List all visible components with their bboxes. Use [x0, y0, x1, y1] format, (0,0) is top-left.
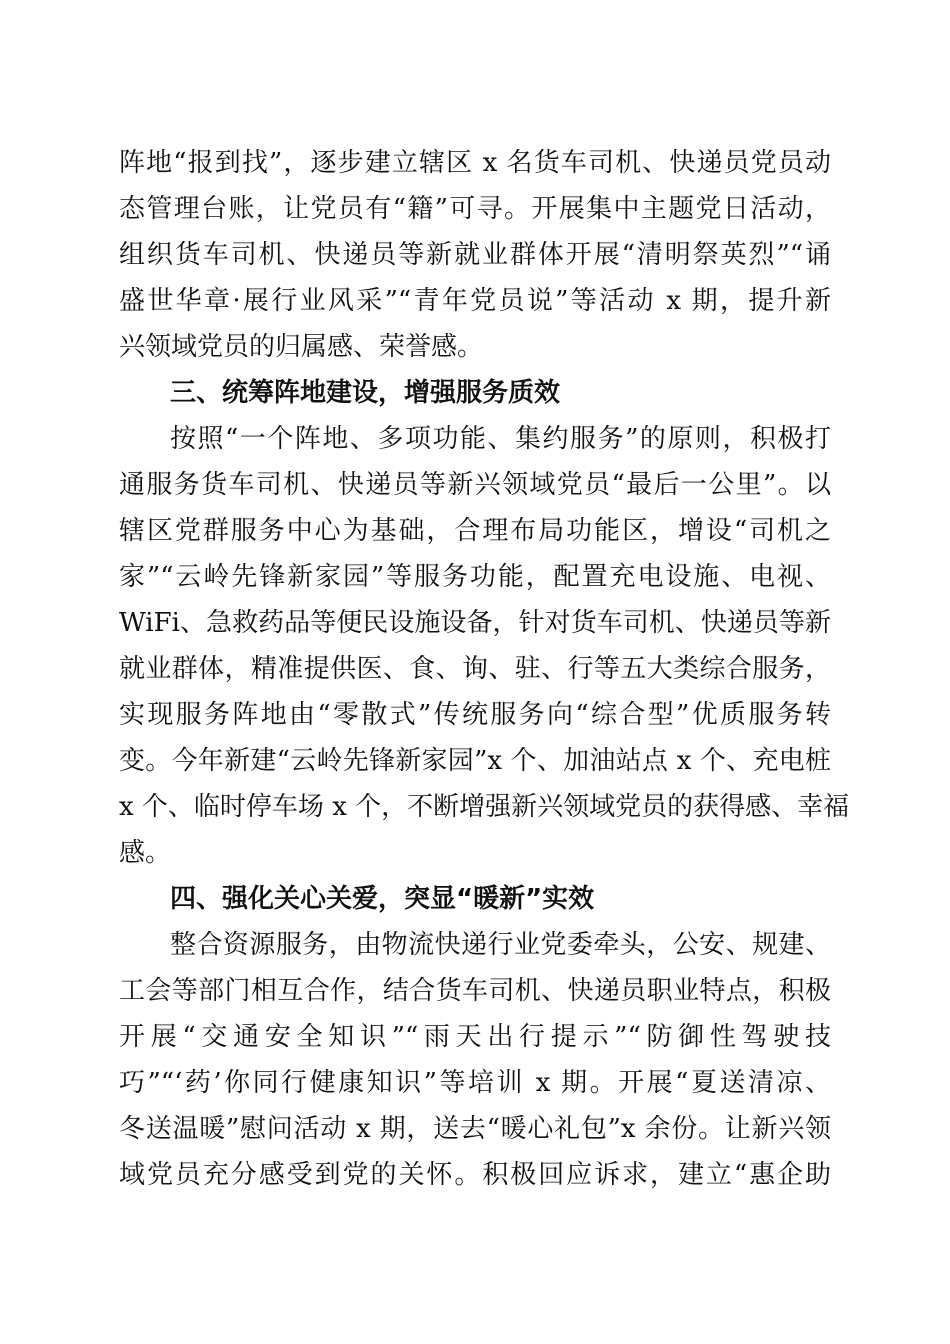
paragraph-3-line-8: 变。今年新建“云岭先锋新家园”x 个、加油站点 x 个、充电桩: [119, 746, 831, 776]
paragraph-4-line-4: 巧”“‘药’你同行健康知识”等培训 x 期。开展“夏送清凉、: [119, 1068, 831, 1098]
paragraph-3-line-3: 辖区党群服务中心为基础，合理布局功能区，增设“司机之: [119, 516, 831, 546]
section-heading-3: 三、统筹阵地建设，增强服务质效: [170, 378, 561, 408]
paragraph-3-line-1: 按照“一个阵地、多项功能、集约服务”的原则，积极打: [170, 424, 831, 454]
paragraph-1-line-5: 兴领域党员的归属感、荣誉感。: [119, 332, 484, 362]
paragraph-3-line-9: x 个、临时停车场 x 个，不断增强新兴领域党员的获得感、幸福: [119, 792, 850, 822]
paragraph-3-line-6: 就业群体，精准提供医、食、询、驻、行等五大类综合服务，: [119, 654, 831, 684]
paragraph-4-line-2: 工会等部门相互合作，结合货车司机、快递员职业特点，积极: [119, 976, 831, 1006]
section-heading-4: 四、强化关心关爱，突显“暖新”实效: [170, 884, 595, 914]
paragraph-4-line-6: 域党员充分感受到党的关怀。积极回应诉求，建立“惠企助: [119, 1160, 831, 1190]
paragraph-3-line-2: 通服务货车司机、快递员等新兴领域党员“最后一公里”。以: [119, 470, 831, 500]
paragraph-4-line-3: 开展“交通安全知识”“雨天出行提示”“防御性驾驶技: [119, 1022, 831, 1052]
paragraph-1-line-4: 盛世华章·展行业风采”“青年党员说”等活动 x 期，提升新: [119, 286, 831, 316]
paragraph-3-line-4: 家”“云岭先锋新家园”等服务功能，配置充电设施、电视、: [119, 562, 831, 592]
paragraph-1-line-3: 组织货车司机、快递员等新就业群体开展“清明祭英烈”“诵: [119, 240, 831, 270]
paragraph-1-line-2: 态管理台账，让党员有“籍”可寻。开展集中主题党日活动，: [119, 194, 831, 224]
paragraph-3-line-7: 实现服务阵地由“零散式”传统服务向“综合型”优质服务转: [119, 700, 831, 730]
paragraph-3-line-10: 感。: [119, 838, 172, 868]
paragraph-4-line-5: 冬送温暖”慰问活动 x 期，送去“暖心礼包”x 余份。让新兴领: [119, 1114, 831, 1144]
paragraph-3-line-5: WiFi、急救药品等便民设施设备，针对货车司机、快递员等新: [119, 608, 831, 638]
paragraph-1-line-1: 阵地“报到找”，逐步建立辖区 x 名货车司机、快递员党员动: [119, 148, 831, 178]
paragraph-4-line-1: 整合资源服务，由物流快递行业党委牵头，公安、规建、: [170, 930, 831, 960]
